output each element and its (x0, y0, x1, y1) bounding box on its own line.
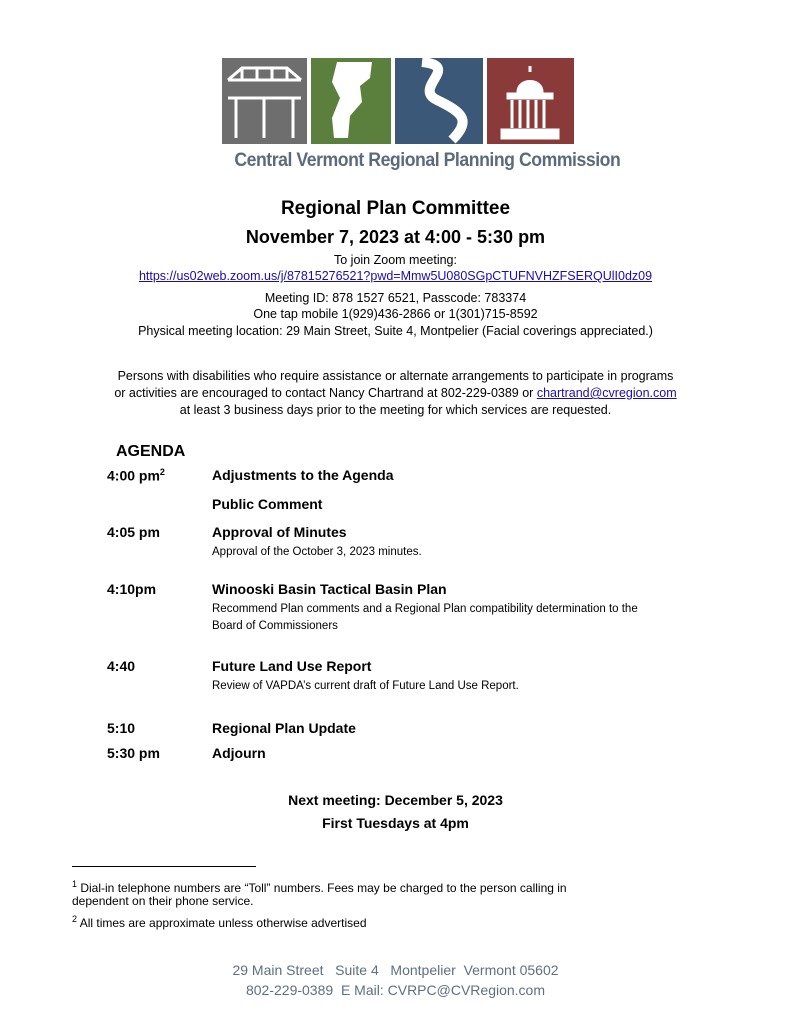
one-tap-mobile: One tap mobile 1(929)436-2866 or 1(301)715-8592 (253, 307, 538, 321)
footnote-2: $^2$ All times are approximate unless otherwise advertised (72, 914, 367, 930)
footnote-mark: 2 (72, 914, 78, 924)
agenda-description: Recommend Plan comments and a Regional Plan compatibility determination to the Board of Commissioners (212, 603, 638, 632)
agenda-time: 4:40 (107, 658, 136, 674)
accessibility-line-1: Persons with disabilities who require assistance or alternate arrangements to participate in programs (117, 369, 674, 383)
logo-graphic (222, 58, 574, 144)
agenda-title: Regional Plan Update (212, 720, 356, 736)
footer-address: 29 Main Street Suite 4 Montpelier Vermont 05602 (232, 962, 559, 978)
meeting-title: Regional Plan Committee (280, 198, 511, 219)
organization-logo (222, 58, 621, 171)
footnote-ref-2: 2 (159, 467, 165, 477)
agenda-title: Future Land Use Report (212, 658, 372, 674)
agenda-description: Review of VAPDA’s current draft of Future Land Use Report. (212, 680, 519, 692)
footnote-1: $^1$ Dial-in telephone numbers are “Toll” numbers. Fees may be charged to the person calling in (72, 879, 567, 895)
footnote-mark: 1 (72, 879, 78, 889)
accessibility-contact-text: or activities are encouraged to contact Nancy Chartrand at 802-229-0389 or (114, 386, 537, 400)
agenda-time: 5:30 pm (107, 745, 160, 761)
agenda-title: Approval of Minutes (212, 524, 347, 540)
meeting-date: November 7, 2023 at 4:00 - 5:30 pm (245, 227, 546, 247)
meeting-id: Meeting ID: 878 1527 6521, Passcode: 783374 (264, 291, 527, 305)
zoom-link[interactable]: https://us02web.zoom.us/j/87815276521?pwd=Mmw5U080SGpCTUFNVHZFSERQUlI0dz09 (138, 269, 653, 283)
agenda-time: 5:10 (107, 720, 136, 736)
footnote-divider (72, 866, 256, 867)
meeting-schedule: First Tuesdays at 4pm (322, 815, 469, 831)
agenda-title: Public Comment (212, 496, 323, 512)
agenda-time: 4:10pm (107, 581, 157, 597)
agenda-description: Approval of the October 3, 2023 minutes. (212, 546, 422, 558)
footer-contact: 802-229-0389 E Mail: CVRPC@CVRegion.com (245, 982, 545, 998)
agenda-title: Adjourn (212, 745, 266, 761)
agenda-time: 4:05 pm (107, 524, 160, 540)
zoom-intro: To join Zoom meeting: (334, 253, 457, 267)
accessibility-line-3: at least 3 business days prior to the meeting for which services are requested. (179, 403, 612, 417)
contact-email-link[interactable]: chartrand@cvregion.com (536, 386, 677, 400)
next-meeting-date: Next meeting: December 5, 2023 (288, 792, 503, 808)
agenda-time: 4:00 $pm^2$ (107, 467, 165, 484)
footnote-1-continued: dependent on their phone service. (72, 894, 254, 908)
organization-name: Central Vermont Regional Planning Commission (234, 150, 621, 171)
accessibility-line-2 (0, 385, 791, 401)
agenda-title: Adjustments to the Agenda (212, 467, 394, 483)
meeting-location: Physical meeting location: 29 Main Street, Suite 4, Montpelier (Facial coverings appreciated.) (138, 324, 653, 338)
agenda-heading: AGENDA (116, 443, 186, 460)
agenda-title: Winooski Basin Tactical Basin Plan (212, 581, 447, 597)
